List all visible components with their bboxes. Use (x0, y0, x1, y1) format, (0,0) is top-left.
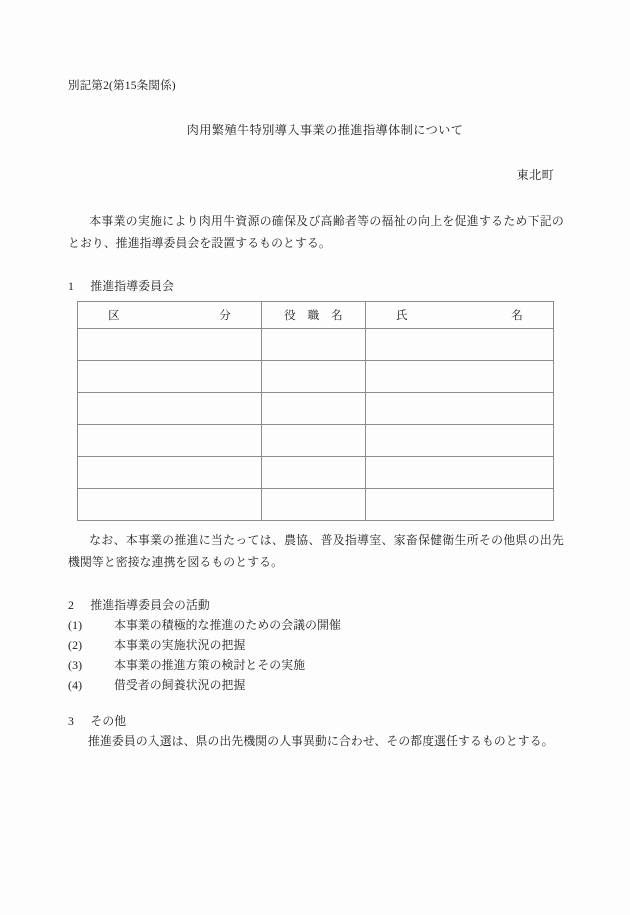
cell-kubun[interactable] (78, 392, 262, 424)
section-3-number: 3 (68, 713, 75, 728)
list-item-marker: (4) (68, 678, 83, 693)
section-3-title: その他 (90, 713, 127, 728)
cell-kubun[interactable] (78, 360, 262, 392)
section-3-heading (68, 711, 564, 731)
committee-table-body (78, 328, 554, 520)
cell-kubun[interactable] (78, 456, 262, 488)
cell-kubun[interactable] (78, 488, 262, 520)
column-header-shimei (366, 301, 554, 328)
spacer (68, 574, 564, 595)
cell-shimei[interactable] (366, 456, 554, 488)
list-item-label: 本事業の実施状況の把握 (114, 637, 246, 652)
cell-kubun[interactable] (78, 424, 262, 456)
table-row[interactable] (78, 456, 554, 488)
committee-table-header (78, 301, 554, 328)
list-item-marker: (3) (68, 658, 83, 673)
cell-yakushoku[interactable] (262, 360, 366, 392)
table-row[interactable] (78, 488, 554, 520)
cell-shimei[interactable] (366, 424, 554, 456)
section-2-activity-list (68, 615, 564, 696)
cell-yakushoku[interactable] (262, 456, 366, 488)
section-2-title: 推進指導委員会の活動 (90, 597, 210, 612)
list-item-label: 本事業の推進方策の検討とその実施 (114, 658, 306, 673)
cell-shimei[interactable] (366, 328, 554, 360)
column-header-kubun-right: 分 (219, 308, 231, 322)
list-item-label: 借受者の飼養状況の把握 (114, 678, 246, 693)
cell-yakushoku[interactable] (262, 328, 366, 360)
table-row[interactable] (78, 328, 554, 360)
table-row[interactable] (78, 360, 554, 392)
column-header-shimei-right: 名 (511, 308, 523, 322)
column-header-kubun-left: 区 (108, 308, 120, 322)
list-item (68, 615, 564, 635)
cell-shimei[interactable] (366, 488, 554, 520)
list-item-label: 本事業の積極的な推進のための会議の開催 (114, 617, 341, 632)
document-reference-label: 別記第2(第15条関係) (68, 80, 176, 92)
table-header-row (78, 301, 554, 328)
table-row[interactable] (78, 424, 554, 456)
section-1-title: 推進指導委員会 (90, 278, 175, 293)
column-header-yakushoku (262, 301, 366, 328)
document-issuer: 東北町 (516, 168, 554, 183)
list-item-marker: (1) (68, 617, 83, 632)
list-item-marker: (2) (68, 637, 83, 652)
table-row[interactable] (78, 392, 554, 424)
section-2-number: 2 (68, 597, 75, 612)
list-item (68, 655, 564, 675)
cell-yakushoku[interactable] (262, 392, 366, 424)
list-item (68, 635, 564, 655)
section-1-heading (68, 276, 564, 296)
section-1-note-paragraph: なお、本事業の推進に当たっては、農協、普及指導室、家畜保健衛生所その他県の出先機関等と密接な連携を図るものとする。 (68, 532, 564, 569)
document-content (68, 78, 564, 751)
committee-table (77, 301, 554, 521)
spacer (68, 521, 564, 530)
column-header-shimei-left: 氏 (396, 308, 408, 322)
cell-kubun[interactable] (78, 328, 262, 360)
intro-paragraph: 本事業の実施により肉用牛資源の確保及び高齢者等の福祉の向上を促進するため下記のとおり、推進指導委員会を設置するものとする。 (68, 214, 564, 251)
section-3-paragraph: 推進委員の入選は、県の出先機関の人事異動に合わせ、その都度選任するものとする。 (88, 733, 554, 748)
cell-shimei[interactable] (366, 360, 554, 392)
section-1-number: 1 (68, 278, 75, 293)
spacer (68, 255, 564, 276)
list-item (68, 675, 564, 695)
spacer (68, 696, 564, 711)
cell-yakushoku[interactable] (262, 424, 366, 456)
cell-yakushoku[interactable] (262, 488, 366, 520)
column-header-yakushoku-label: 役 職 名 (284, 308, 343, 322)
column-header-kubun (78, 301, 262, 328)
section-2-heading (68, 595, 564, 615)
document-title: 肉用繁殖牛特別導入事業の推進指導体制について (186, 123, 464, 138)
cell-shimei[interactable] (366, 392, 554, 424)
